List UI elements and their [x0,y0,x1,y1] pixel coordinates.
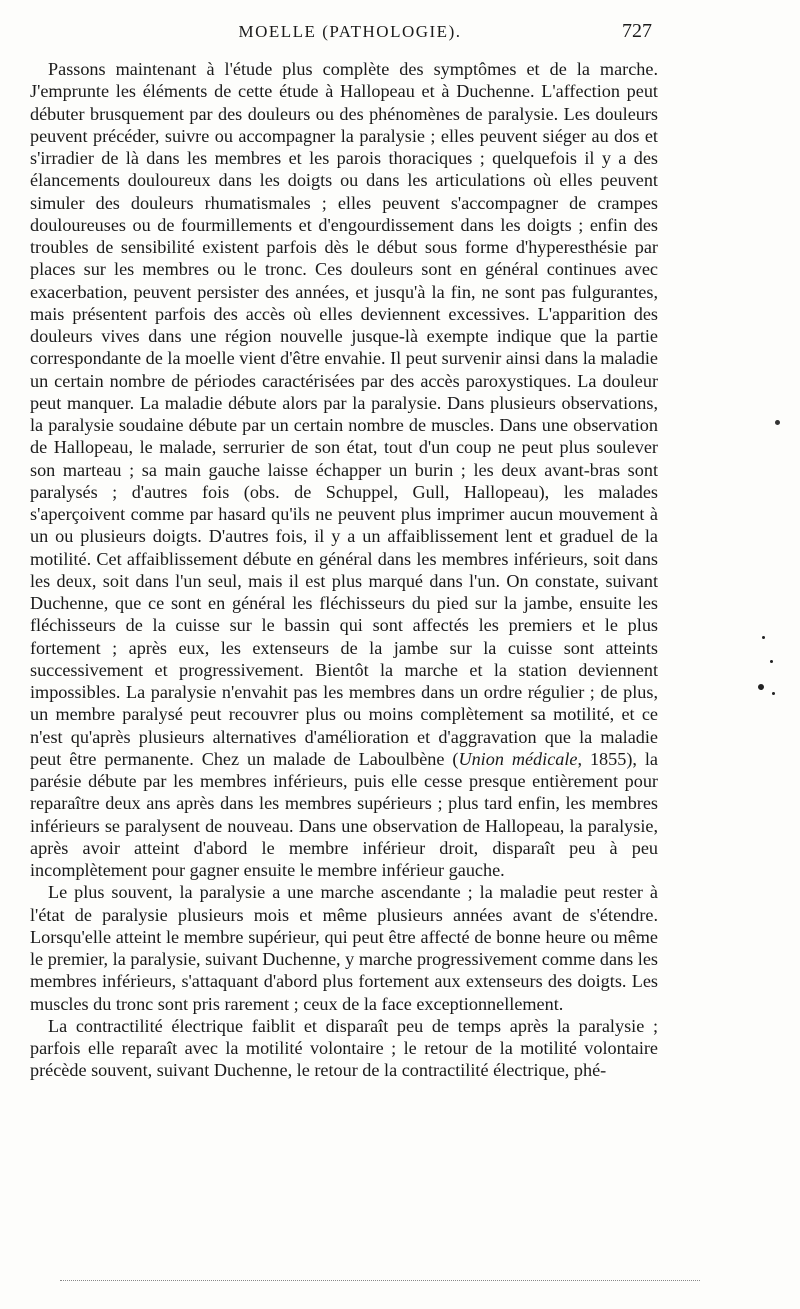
paragraph [30,58,658,881]
paragraph: La contractilité électrique faiblit et disparaît peu de temps après la paralysie ; parfois elle reparaît avec la motilité volontaire ; le retour de la motilité volontaire précède souvent, suivant Duchenne, le retour de la contractilité électrique, phé- [30,1015,658,1081]
bottom-bleed-through [60,1280,700,1281]
ink-speck [758,684,764,690]
paragraph: Le plus souvent, la paralysie a une marche ascendante ; la maladie peut rester à l'état de paralysie plusieurs mois et même plusieurs années avant de s'étendre. Lorsqu'elle atteint le membre supérieur, qui peut être affecté de bonne heure ou même le premier, la paralysie, suivant Duchenne, y marche progressivement comme dans les membres inférieurs, s'attaquant d'abord plus fortement aux extenseurs des doigts. Les muscles du tronc sont pris rarement ; ceux de la face exceptionnellement. [30,882,658,1014]
paragraph-text: Passons maintenant à l'étude plus complète des symptômes et de la marche. J'emprunte les éléments de cette étude à Hallopeau et à Duchenne. L'affection peut débuter brusquement par des douleurs ou des phénomènes de paralysie. Les douleurs peuvent précéder, suivre ou accompagner la paralysie ; elles peuvent siéger au dos et s'irradier de là dans les membres et les parois thoraciques ; quelquefois il y a des élancements douloureux dans les doigts ou dans les articulations où elles peuvent simuler des douleurs rhumatismales ; elles peuvent s'accompagner de crampes douloureuses ou de fourmillements et d'engourdissement dans les doigts ; enfin des troubles de sensibilité existent parfois dès le début sous forme d'hyperesthésie par places sur les membres ou le tronc. Ces douleurs sont en général continues avec exacerbation, peuvent persister des années, et jusqu'à la fin, ne sont pas fulgurantes, mais présentent parfois des accès où elles deviennent excessives. L'apparition des douleurs vives dans une région nouvelle jusque-là exempte indique que la partie correspondante de la moelle vient d'être envahie. Il peut survenir ainsi dans la maladie un certain nombre de périodes caractérisées par des accès paroxystiques. La douleur peut manquer. La maladie débute alors par la paralysie. Dans plusieurs observations, la paralysie soudaine débute par un certain nombre de muscles. Dans une observation de Hallopeau, le malade, serrurier de son état, tout d'un coup ne peut plus soulever son marteau ; sa main gauche laisse échapper un burin ; les deux avant-bras sont paralysés ; d'autres fois (obs. de Schuppel, Gull, Hallopeau), les malades s'aperçoivent comme par hasard qu'ils ne peuvent plus imprimer aucun mouvement à un ou plusieurs doigts. D'autres fois, il y a un affaiblissement lent et graduel de la motilité. Cet affaiblissement débute en général dans les membres inférieurs, soit dans les deux, soit dans l'un seul, mais il est plus marqué dans l'un. On constate, suivant Duchenne, que ce sont en général les fléchisseurs du pied sur la jambe, ensuite les fléchisseurs de la cuisse sur le bassin qui sont affectés les premiers et le plus fortement ; après eux, les extenseurs de la jambe sur la cuisse sont atteints successivement et progressivement. Bientôt la marche et la station deviennent impossibles. La paralysie n'envahit pas les membres dans un ordre régulier ; de plus, un membre paralysé peut recouvrer plus ou moins complètement sa motilité, et ce n'est qu'après plusieurs alternatives d'amélioration et d'aggravation que la maladie peut être permanente. Chez un malade de Laboulbène ( [30,59,658,769]
body-text [30,58,658,1082]
citation-title: Union médicale [458,748,578,769]
ink-speck [770,660,773,663]
running-title: MOELLE (PATHOLOGIE). [238,22,462,41]
running-head [0,18,800,48]
paragraph-text-continued: , 1855), la parésie débute par les membres inférieurs, puis elle cesse presque entièrement pour reparaître deux ans après dans les membres supérieurs ; plus tard enfin, les membres inférieurs se paralysent de nouveau. Dans une observation de Hallopeau, la paralysie, après avoir atteint d'abord le membre inférieur droit, disparaît peu à peu incomplètement pour gagner ensuite le membre inférieur gauche. [30,748,658,880]
ink-speck [762,636,765,639]
page-number: 727 [622,20,652,42]
margin-ink-dot [775,420,780,425]
ink-speck [772,692,775,695]
